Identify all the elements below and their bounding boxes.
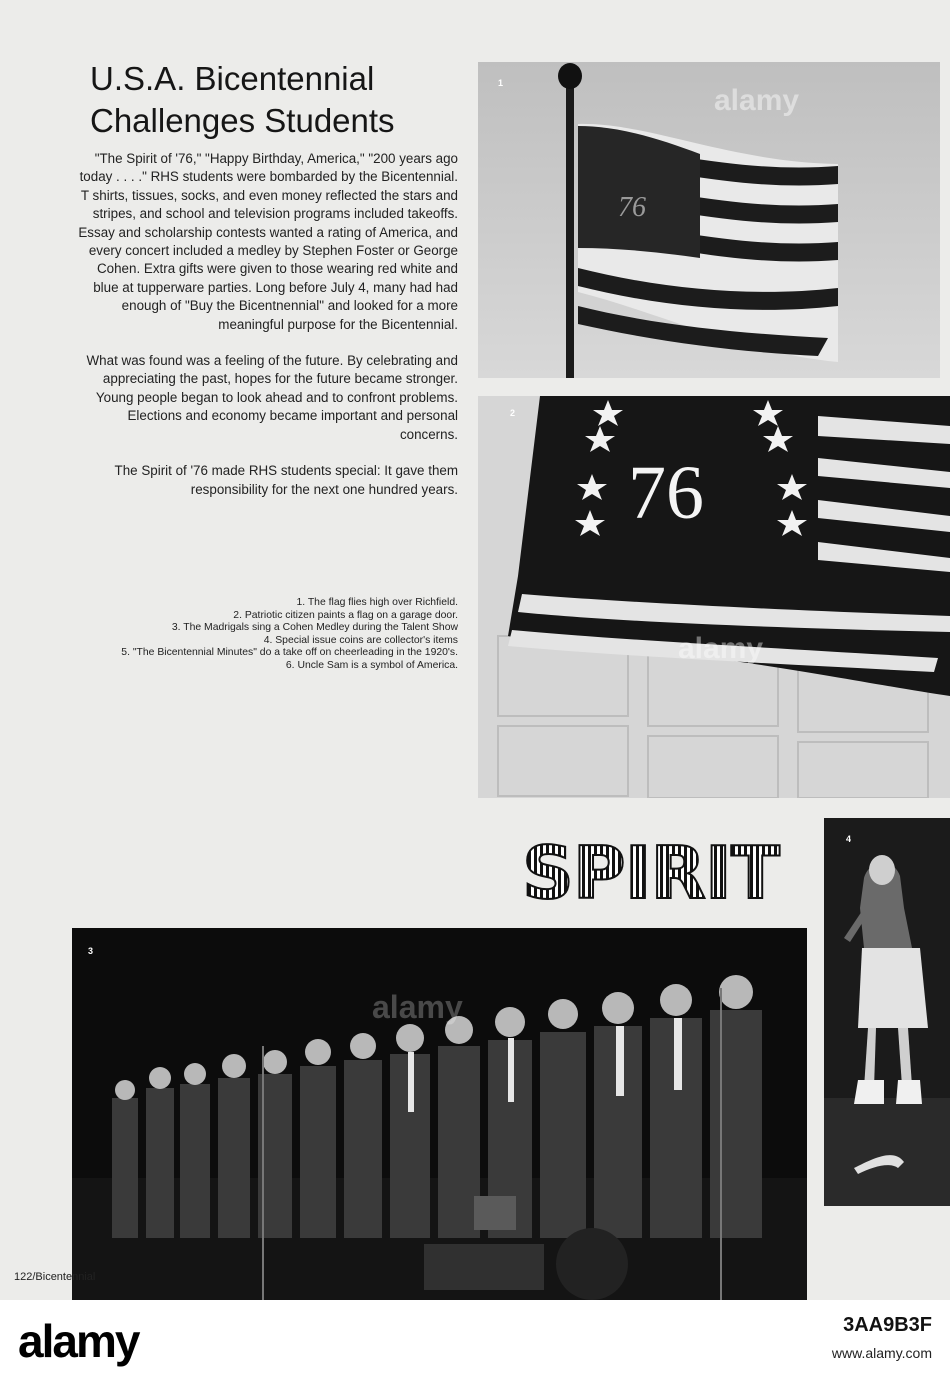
watermark-photo-1: alamy (714, 84, 800, 117)
caption-6: 6. Uncle Sam is a symbol of America. (285, 659, 458, 671)
photo-number-2: 2 (510, 408, 516, 418)
photo-captions (60, 597, 458, 673)
photo-number-4: 4 (846, 834, 852, 844)
headline-line-1: U.S.A. Bicentennial (90, 60, 375, 97)
photo-cheerleading-skit (824, 818, 950, 1206)
stock-footer (0, 1300, 950, 1390)
garage-flag-76-text: 76 (628, 451, 704, 535)
flag-76-text: 76 (618, 192, 646, 223)
page-folio: 122/Bicentennial (14, 1271, 96, 1283)
cheerleader-illustration (824, 818, 950, 1206)
caption-2: 2. Patriotic citizen paints a flag on a garage door. (233, 609, 458, 621)
flag-pole-illustration (478, 62, 940, 378)
spirit-word: SPIRIT (522, 836, 780, 910)
image-code: 3AA9B3F (843, 1314, 932, 1336)
photo-garage-door-flag (478, 396, 950, 798)
paragraph-3: The Spirit of '76 made RHS students special: It gave them responsibility for the next one hundred years. (114, 463, 458, 497)
caption-5: 5. "The Bicentennial Minutes" do a take off on cheerleading in the 1920's. (121, 647, 458, 659)
watermark-photo-3: alamy (372, 989, 463, 1025)
spirit-lettering (522, 836, 792, 910)
photo-number-3: 3 (88, 946, 94, 956)
photo-number-1: 1 (498, 78, 504, 88)
photo-flag-on-pole (478, 62, 940, 378)
paragraph-2: What was found was a feeling of the future. By celebrating and appreciating the past, hopes for the future became stronger. Young people began to look ahead and to confront problems. Elections and economy became important and personal concerns. (86, 353, 458, 442)
headline (90, 58, 470, 142)
alamy-logo: alamy (18, 1315, 139, 1367)
article-body (70, 150, 458, 517)
madrigals-illustration (72, 928, 807, 1300)
caption-3: 3. The Madrigals sing a Cohen Medley during the Talent Show (171, 622, 458, 634)
garage-flag-illustration (478, 396, 950, 798)
caption-1: 1. The flag flies high over Richfield. (296, 597, 458, 608)
footer-url: www.alamy.com (831, 1345, 932, 1361)
watermark-photo-2: alamy (678, 632, 764, 665)
headline-line-2: Challenges Students (90, 102, 395, 139)
paragraph-1: "The Spirit of '76," "Happy Birthday, America," "200 years ago today . . . ." RHS students were bombarded by the Bicentennial. T shirts, tissues, socks, and even money reflected the stars and stripes, and school and television programs included takeoffs. Essay and scholarship contests wanted a rating of America, and every concert included a medley by Stephen Foster or George Cohen. Extra gifts were given to those wearing red white and blue at tupperware parties. Long before July 4, many had had enough of "Buy the Bicentnennial" and looked for a more meaningful purpose for the Bicentennial. (78, 151, 458, 332)
caption-4: 4. Special issue coins are collector's items (263, 634, 458, 646)
photo-madrigals-singing (72, 928, 807, 1300)
